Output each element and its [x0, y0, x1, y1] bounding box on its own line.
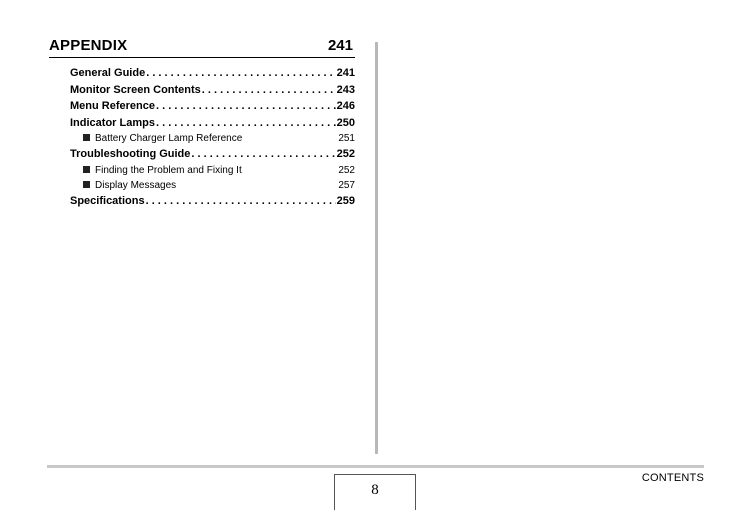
leader-dots: [146, 65, 335, 82]
toc-entry-page: 241: [336, 67, 355, 79]
toc-subentry[interactable]: [70, 178, 355, 193]
toc-entry-label: General Guide: [70, 67, 146, 79]
page-number: 8: [371, 482, 379, 498]
toc-entry-page: 257: [338, 179, 355, 191]
toc-entry-label: Specifications: [70, 194, 145, 207]
toc-entry-page: 250: [336, 116, 355, 129]
square-bullet-icon: [83, 134, 90, 141]
toc-entry-label: Menu Reference: [70, 100, 155, 112]
leader-dots: [191, 146, 335, 163]
section-title: APPENDIX: [49, 37, 128, 54]
toc-entry-label: Monitor Screen Contents: [70, 83, 201, 96]
table-of-contents: [70, 65, 355, 209]
toc-subentry[interactable]: [70, 163, 355, 178]
toc-entry-label: Battery Charger Lamp Reference: [95, 133, 243, 144]
toc-entry[interactable]: [70, 115, 355, 132]
leader-dots: [146, 193, 336, 210]
toc-entry-label: Finding the Problem and Fixing It: [95, 164, 242, 176]
contents-link[interactable]: CONTENTS: [641, 472, 704, 484]
toc-entry-page: 246: [336, 100, 355, 112]
toc-entry-page: 243: [336, 83, 355, 96]
toc-entry-label: Display Messages: [95, 179, 177, 191]
square-bullet-icon: [83, 181, 90, 188]
toc-entry-page: 251: [338, 133, 355, 144]
footer-divider: [47, 465, 704, 468]
section-header: [49, 36, 355, 58]
leader-dots: [202, 82, 336, 99]
page-number-tab: [334, 474, 416, 510]
toc-entry-page: 252: [336, 148, 355, 160]
toc-entry-page: 252: [338, 164, 355, 176]
toc-entry-label: Troubleshooting Guide: [70, 148, 191, 160]
toc-entry[interactable]: [70, 65, 355, 82]
column-divider: [375, 42, 378, 454]
leader-dots: [156, 115, 336, 132]
toc-entry[interactable]: [70, 98, 355, 115]
toc-entry[interactable]: [70, 82, 355, 99]
toc-entry[interactable]: [70, 193, 355, 210]
square-bullet-icon: [83, 166, 90, 173]
toc-entry-page: 259: [336, 194, 355, 207]
section-page-number: 241: [327, 37, 353, 54]
leader-dots: [156, 98, 336, 115]
toc-entry[interactable]: [70, 146, 355, 163]
toc-entry-label: Indicator Lamps: [70, 116, 155, 129]
toc-subentry[interactable]: [70, 131, 355, 146]
